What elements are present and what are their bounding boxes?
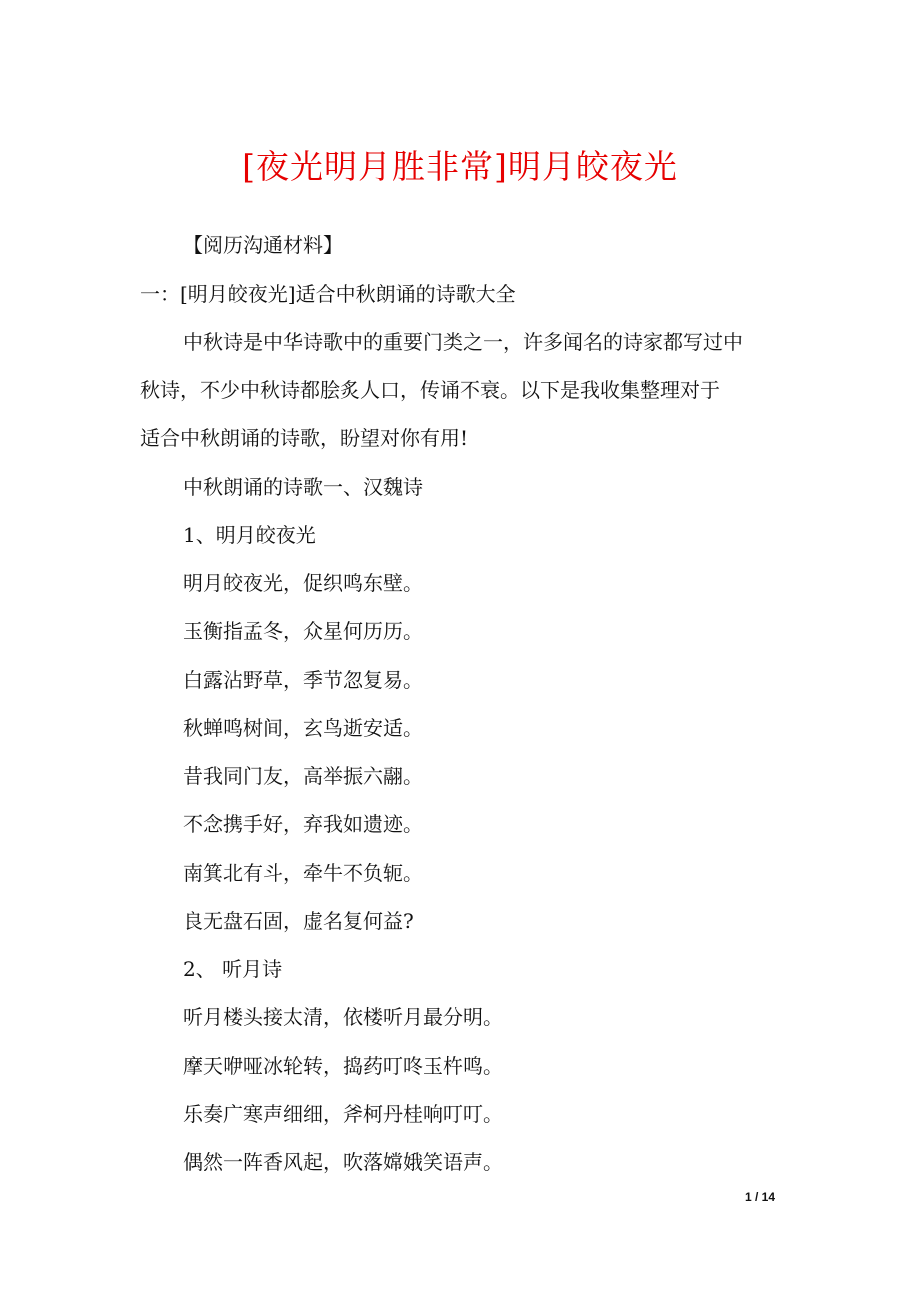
page-number: 1 / 14	[745, 1190, 776, 1204]
poem-1-line: 明月皎夜光，促织鸣东壁。	[183, 571, 423, 595]
intro-line-2: 秋诗，不少中秋诗都脍炙人口，传诵不衰。以下是我收集整理对于	[140, 378, 720, 402]
section-label: 【阅历沟通材料】	[183, 233, 343, 257]
intro-line-1: 中秋诗是中华诗歌中的重要门类之一，许多闻名的诗家都写过中	[183, 330, 743, 354]
poem-2-line: 乐奏广寒声细细，斧柯丹桂响叮叮。	[183, 1102, 503, 1126]
subheading: 中秋朗诵的诗歌一、汉魏诗	[183, 475, 423, 499]
poem-1-line: 秋蝉鸣树间，玄鸟逝安适。	[183, 716, 423, 740]
poem-2-line: 听月楼头接太清，依楼听月最分明。	[183, 1005, 503, 1029]
poem-1-line: 良无盘石固，虚名复何益?	[183, 909, 414, 933]
heading-1: 一：[明月皎夜光]适合中秋朗诵的诗歌大全	[140, 282, 516, 306]
intro-line-3: 适合中秋朗诵的诗歌，盼望对你有用!	[140, 426, 469, 450]
poem-1-line: 白露沾野草，季节忽复易。	[183, 668, 423, 692]
document-title: [夜光明月胜非常]明月皎夜光	[242, 147, 678, 186]
poem-1-line: 南箕北有斗，牵牛不负轭。	[183, 861, 423, 885]
poem-1-title: 1、明月皎夜光	[183, 523, 316, 547]
poem-1-line: 玉衡指孟冬，众星何历历。	[183, 619, 423, 643]
poem-2-line: 偶然一阵香风起，吹落嫦娥笑语声。	[183, 1150, 503, 1174]
poem-2-line: 摩天咿哑冰轮转，捣药叮咚玉杵鸣。	[183, 1054, 503, 1078]
poem-1-line: 昔我同门友，高举振六翮。	[183, 764, 423, 788]
poem-2-title: 2、 听月诗	[183, 957, 283, 981]
poem-1-line: 不念携手好，弃我如遗迹。	[183, 812, 423, 836]
